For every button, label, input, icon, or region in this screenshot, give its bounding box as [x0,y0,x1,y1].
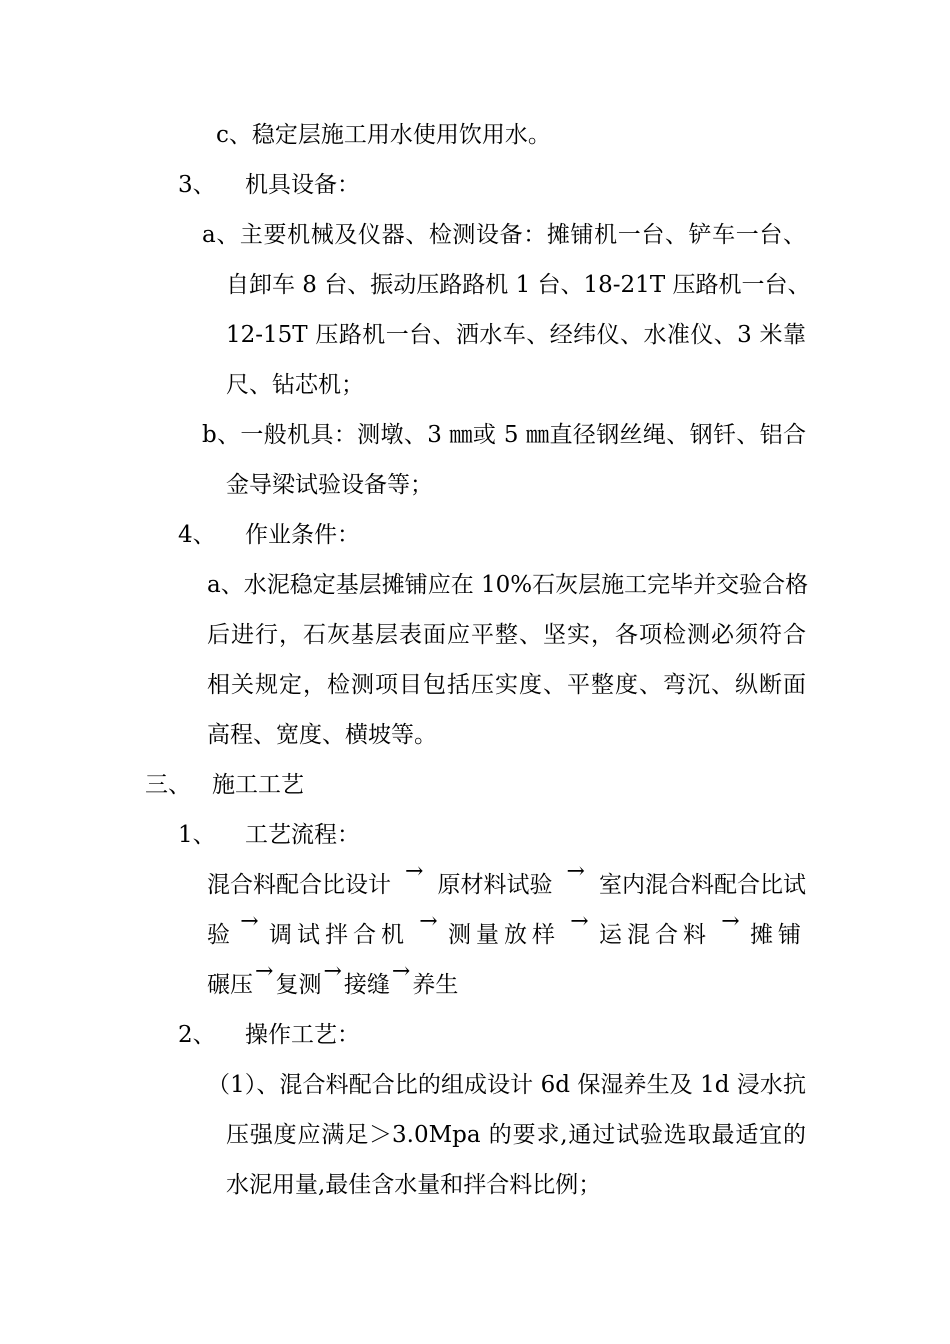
arrow-right-icon: → [240,909,259,934]
flow-step: 调试拌合机 [269,922,409,948]
flow-step: 养生 [412,972,459,998]
flow-step: 摊铺 [750,922,806,948]
tools-line-1: b、一般机具：测墩、3 ㎜或 5 ㎜直径钢丝绳、钢钎、铝合 [202,422,806,448]
arrow-right-icon: → [721,909,740,934]
flow-row-1 [207,859,806,901]
arrow-right-icon: → [391,959,411,984]
section-4-number: 4、 [178,522,216,548]
flow-step: 运混合料 [599,922,711,948]
condition-line-1: a、水泥稳定基层摊铺应在 10%石灰层施工完毕并交验合格 [207,572,809,598]
section-3-title: 机具设备： [245,172,360,198]
flow-row-2 [207,909,806,951]
condition-line-3: 相关规定，检测项目包括压实度、平整度、弯沉、纵断面 [207,672,806,698]
arrow-right-icon: → [405,859,424,884]
process-1-title: 工艺流程： [245,822,360,848]
process-2-number: 2、 [178,1022,216,1048]
condition-line-2: 后进行，石灰基层表面应平整、坚实，各项检测必须符合 [207,622,806,648]
flow-step: 接缝 [343,972,390,998]
arrow-right-icon: → [255,959,274,984]
flow-step: 复测 [275,972,322,998]
flow-step: 验 [207,922,230,948]
arrow-right-icon: → [323,959,342,984]
operation-line-3: 水泥用量,最佳含水量和拌合料比例； [226,1172,602,1198]
equipment-line-3: 12-15T 压路机一台、洒水车、经纬仪、水准仪、3 米靠 [226,322,806,348]
operation-line-2: 压强度应满足＞3.0Mpa 的要求,通过试验选取最适宜的 [226,1122,806,1148]
flow-row-3 [207,959,459,1001]
flow-step: 混合料配合比设计 [207,872,391,898]
equipment-line-4: 尺、钻芯机； [226,372,364,398]
flow-step: 原材料试验 [437,872,553,898]
section-4-title: 作业条件： [245,522,360,548]
equipment-line-1: a、主要机械及仪器、检测设备：摊铺机一台、铲车一台、 [202,222,806,248]
tools-line-2: 金导梁试验设备等； [226,472,433,498]
condition-line-4: 高程、宽度、横坡等。 [207,722,437,748]
arrow-right-icon: → [419,909,438,934]
flow-step: 碾压 [207,972,253,998]
process-1-number: 1、 [178,822,216,848]
chapter-3-title: 施工工艺 [212,772,304,798]
section-3-number: 3、 [178,172,216,198]
operation-line-1: （1）、混合料配合比的组成设计 6d 保湿养生及 1d 浸水抗 [207,1072,806,1098]
equipment-line-2: 自卸车 8 台、振动压路路机 1 台、18-21T 压路机一台、 [226,272,811,298]
arrow-right-icon: → [570,909,589,934]
process-2-title: 操作工艺： [245,1022,360,1048]
flow-step: 室内混合料配合比试 [599,872,806,898]
water-line: c、稳定层施工用水使用饮用水。 [216,122,551,148]
arrow-right-icon: → [566,859,585,884]
flow-step: 测量放样 [448,922,560,948]
chapter-3-number: 三、 [145,772,191,798]
